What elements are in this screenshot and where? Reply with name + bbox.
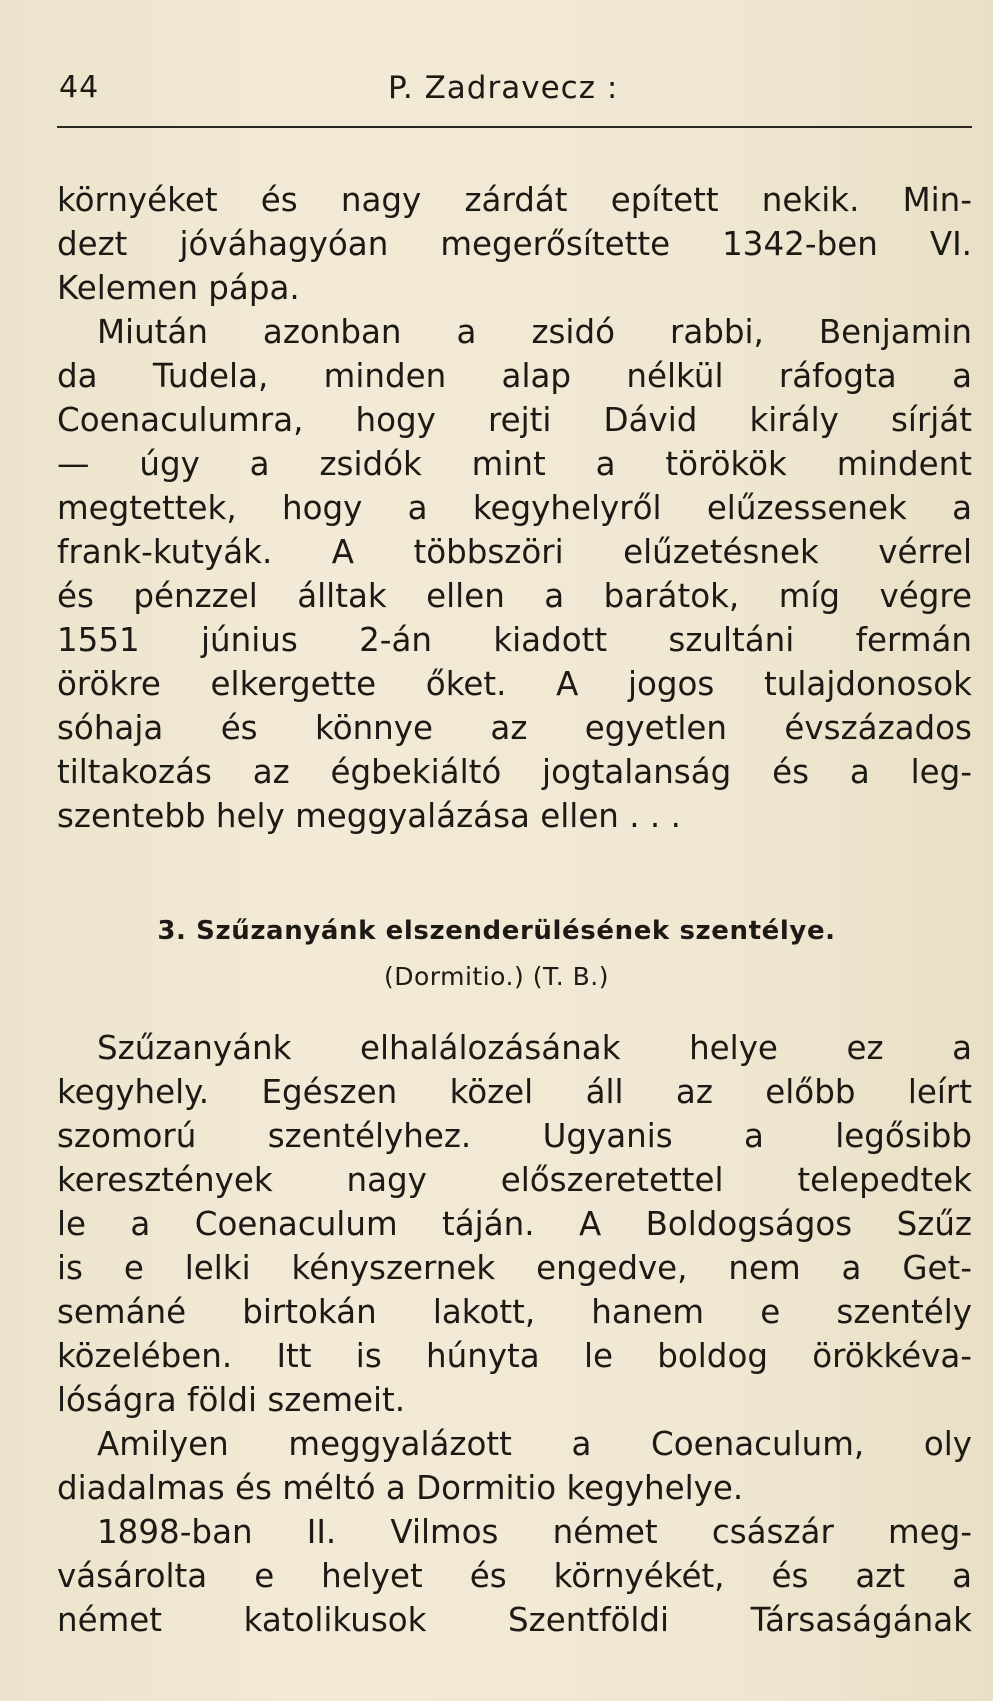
text-line: keresztények nagy előszeretettel telepedtek: [57, 1161, 972, 1199]
text-line: szentebb hely meggyalázása ellen . . .: [57, 797, 681, 835]
text-line: örökre elkergette őket. A jogos tulajdonosok: [57, 665, 972, 703]
text-line: Amilyen meggyalázott a Coenaculum, oly: [97, 1425, 972, 1463]
text-line: Coenaculumra, hogy rejti Dávid király sírját: [57, 401, 972, 439]
header-rule: [57, 126, 972, 128]
running-head: P. Zadravecz :: [388, 70, 619, 106]
text-line: kegyhely. Egészen közel áll az előbb leírt: [57, 1073, 972, 1111]
text-line: és pénzzel álltak ellen a barátok, míg végre: [57, 577, 972, 615]
text-line: lóságra földi szemeit.: [57, 1381, 406, 1419]
text-line: da Tudela, minden alap nélkül ráfogta a: [57, 357, 972, 395]
text-line: sóhaja és könnye az egyetlen évszázados: [57, 709, 972, 747]
text-line: német katolikusok Szentföldi Társaságának: [57, 1601, 972, 1639]
text-line: vásárolta e helyet és környékét, és azt a: [57, 1557, 972, 1595]
text-line: Kelemen pápa.: [57, 269, 300, 307]
text-line: le a Coenaculum táján. A Boldogságos Szűz: [57, 1205, 972, 1243]
text-line: — úgy a zsidók mint a törökök mindent: [57, 445, 972, 483]
text-line: diadalmas és méltó a Dormitio kegyhelye.: [57, 1469, 744, 1507]
text-line: 1551 június 2-án kiadott szultáni fermán: [57, 621, 972, 659]
text-line: környéket és nagy zárdát epített nekik. Min-: [57, 181, 972, 219]
text-line: dezt jóváhagyóan megerősítette 1342-ben VI.: [57, 225, 972, 263]
text-line: szomorú szentélyhez. Ugyanis a legősibb: [57, 1117, 972, 1155]
page-number: 44: [59, 70, 100, 105]
text-line: tiltakozás az égbekiáltó jogtalanság és a leg-: [57, 753, 972, 791]
text-line: Miután azonban a zsidó rabbi, Benjamin: [97, 313, 972, 351]
text-line: semáné birtokán lakott, hanem e szentély: [57, 1293, 972, 1331]
text-line: közelében. Itt is húnyta le boldog örökkéva-: [57, 1337, 972, 1375]
text-line: megtettek, hogy a kegyhelyről elűzessenek a: [57, 489, 972, 527]
section-subheading: (Dormitio.) (T. B.): [384, 962, 609, 991]
text-line: 1898-ban II. Vilmos német császár meg-: [97, 1513, 972, 1551]
text-line: is e lelki kényszernek engedve, nem a Get-: [57, 1249, 972, 1287]
text-line: frank-kutyák. A többszöri elűzetésnek vérrel: [57, 533, 972, 571]
page-header: [57, 70, 972, 114]
text-line: Szűzanyánk elhalálozásának helye ez a: [97, 1029, 972, 1067]
section-heading: 3. Szűzanyánk elszenderülésének szentélye.: [157, 916, 836, 946]
